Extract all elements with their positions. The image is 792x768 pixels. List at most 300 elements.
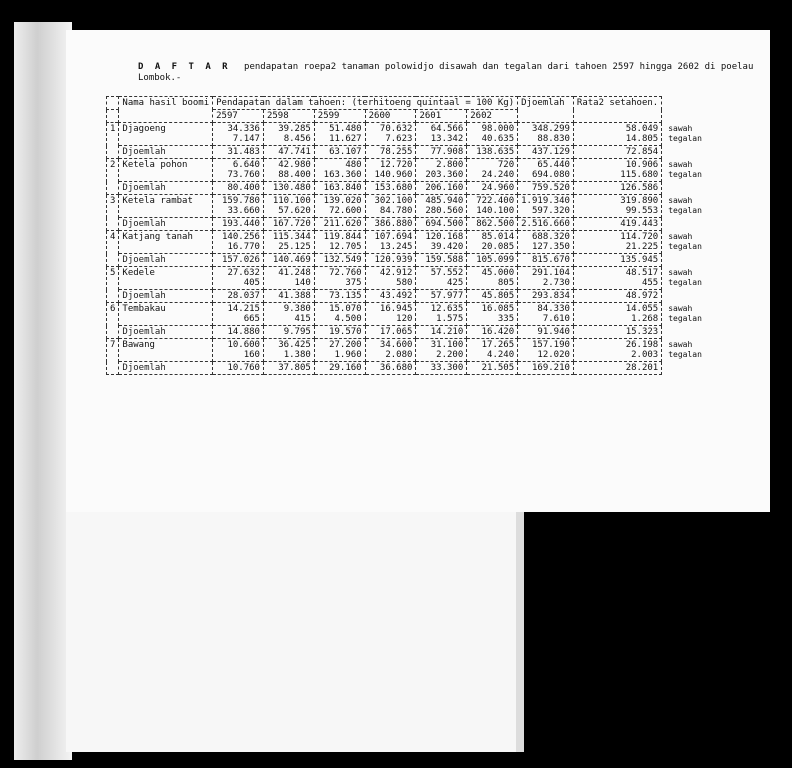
value-cell — [314, 339, 365, 362]
sawah-value: 58.049 — [625, 124, 659, 134]
sum-cell: 21.505 — [467, 362, 518, 375]
sawah-value: 115.344 — [272, 232, 311, 242]
sawah-value: 688.320 — [531, 232, 570, 242]
sum-cell: 105.099 — [467, 254, 518, 267]
value-cell — [365, 267, 416, 290]
value-cell — [213, 123, 264, 146]
value-cell — [518, 231, 574, 254]
sum-cell: 130.480 — [263, 182, 314, 195]
tegalan-value: 2.080 — [385, 350, 413, 360]
crop-name: Ketela rambat — [119, 195, 213, 218]
sawah-label: sawah — [668, 267, 693, 277]
value-cell — [573, 123, 661, 146]
tegalan-value: 425 — [447, 278, 464, 288]
value-cell — [213, 195, 264, 218]
sawah-value: 16.945 — [379, 304, 413, 314]
crop-name: Bawang — [119, 339, 213, 362]
tegalan-value: 163.360 — [323, 170, 362, 180]
sum-row — [107, 182, 706, 195]
tegalan-label: tegalan — [668, 169, 702, 179]
sum-cell: 57.977 — [416, 290, 467, 303]
tegalan-value: 115.680 — [620, 170, 659, 180]
location-labels — [662, 303, 706, 326]
value-cell — [467, 123, 518, 146]
sum-row — [107, 146, 706, 159]
sum-cell: 24.960 — [467, 182, 518, 195]
value-cell — [213, 303, 264, 326]
tegalan-value: 40.635 — [481, 134, 515, 144]
sawah-value: 17.265 — [481, 340, 515, 350]
sawah-value: 51.480 — [329, 124, 362, 134]
row-number: 1 — [107, 123, 119, 159]
production-table — [106, 96, 706, 375]
tegalan-value: 8.456 — [283, 134, 311, 144]
row-spacer — [662, 326, 706, 339]
value-cell — [573, 231, 661, 254]
header-avg: Rata2 setahoen. — [573, 97, 661, 123]
sawah-value: 70.632 — [379, 124, 413, 134]
tegalan-value: 335 — [497, 314, 515, 324]
tegalan-value: 1.575 — [436, 314, 464, 324]
tegalan-value: 73.760 — [227, 170, 260, 180]
sum-cell: 163.840 — [314, 182, 365, 195]
sawah-value: 120.168 — [425, 232, 464, 242]
sawah-label: sawah — [668, 159, 693, 169]
sum-cell: 31.483 — [213, 146, 264, 159]
sum-cell: 36.680 — [365, 362, 416, 375]
value-cell — [263, 303, 314, 326]
value-cell — [573, 195, 661, 218]
sum-cell: 437.129 — [518, 146, 574, 159]
value-cell — [314, 267, 365, 290]
sawah-value: 722.400 — [476, 196, 515, 206]
value-cell — [416, 159, 467, 182]
sum-label: Djoemlah — [119, 182, 213, 195]
row-number: 4 — [107, 231, 119, 267]
sum-cell: 15.323 — [573, 326, 661, 339]
sawah-value: 12.720 — [379, 160, 413, 170]
location-labels — [662, 231, 706, 254]
sum-label: Djoemlah — [119, 290, 213, 303]
sawah-value: 41.248 — [278, 268, 311, 278]
row-spacer — [662, 254, 706, 267]
value-cell — [263, 195, 314, 218]
crop-row — [107, 123, 706, 146]
sum-cell: 157.026 — [213, 254, 264, 267]
sawah-value: 34.600 — [379, 340, 413, 350]
sum-cell: 80.400 — [213, 182, 264, 195]
value-cell — [314, 159, 365, 182]
tegalan-value: 2.003 — [631, 350, 659, 360]
sawah-value: 42.912 — [379, 268, 413, 278]
sum-cell: 167.720 — [263, 218, 314, 231]
sawah-value: 157.190 — [531, 340, 570, 350]
tegalan-value: 2.730 — [542, 278, 570, 288]
tegalan-value: 39.420 — [430, 242, 464, 252]
location-labels — [662, 123, 706, 146]
value-cell — [467, 339, 518, 362]
tegalan-value: 20.085 — [481, 242, 515, 252]
year-cell: 2601 — [416, 110, 467, 123]
value-cell — [365, 339, 416, 362]
tegalan-value: 120 — [396, 314, 413, 324]
sum-cell: 815.670 — [518, 254, 574, 267]
crop-row — [107, 303, 706, 326]
tegalan-value: 21.225 — [625, 242, 659, 252]
sawah-value: 72.760 — [329, 268, 362, 278]
sawah-value: 34.336 — [227, 124, 260, 134]
sum-cell: 138.635 — [467, 146, 518, 159]
sawah-label: sawah — [668, 339, 693, 349]
sawah-value: 10.906 — [625, 160, 659, 170]
sawah-value: 42.980 — [278, 160, 311, 170]
sawah-value: 291.104 — [531, 268, 570, 278]
tegalan-value: 84.780 — [379, 206, 413, 216]
year-cell: 2599 — [314, 110, 365, 123]
tegalan-value: 1.380 — [283, 350, 311, 360]
tegalan-value: 88.830 — [537, 134, 570, 144]
crop-name: Tembakau — [119, 303, 213, 326]
tegalan-value: 280.560 — [425, 206, 464, 216]
tegalan-value: 405 — [243, 278, 260, 288]
value-cell — [365, 195, 416, 218]
value-cell — [314, 231, 365, 254]
document-title — [138, 62, 758, 84]
sawah-value: 6.640 — [232, 160, 260, 170]
row-number: 3 — [107, 195, 119, 231]
sum-cell: 862.500 — [467, 218, 518, 231]
sawah-value: 12.635 — [430, 304, 464, 314]
sawah-value: 36.425 — [278, 340, 311, 350]
sum-cell: 2.516.660 — [518, 218, 574, 231]
header-row — [107, 97, 706, 110]
sum-cell: 29.160 — [314, 362, 365, 375]
tegalan-value: 455 — [641, 278, 659, 288]
sawah-value: 110.100 — [272, 196, 311, 206]
crop-row — [107, 159, 706, 182]
sum-label: Djoemlah — [119, 326, 213, 339]
tegalan-value: 415 — [294, 314, 311, 324]
header-no — [107, 97, 119, 110]
tegalan-value: 99.553 — [625, 206, 659, 216]
sawah-value: 9.380 — [283, 304, 311, 314]
sum-cell: 132.549 — [314, 254, 365, 267]
sum-cell: 193.440 — [213, 218, 264, 231]
location-labels — [662, 159, 706, 182]
tegalan-value: 11.627 — [329, 134, 362, 144]
tegalan-value: 72.600 — [329, 206, 362, 216]
sawah-value: 31.100 — [430, 340, 464, 350]
sawah-value: 139.020 — [323, 196, 362, 206]
sawah-value: 485.940 — [425, 196, 464, 206]
sum-cell: 41.388 — [263, 290, 314, 303]
value-cell — [467, 303, 518, 326]
value-cell — [213, 231, 264, 254]
value-cell — [416, 123, 467, 146]
sawah-value: 107.694 — [374, 232, 413, 242]
year-cell: 2600 — [365, 110, 416, 123]
sawah-value: 119.844 — [323, 232, 362, 242]
title-text: pendapatan roepa2 tanaman polowidjo disawah dan tegalan dari tahoen 2597 hingga 2602 di poelau Lombok.- — [138, 62, 754, 83]
sum-cell: 16.420 — [467, 326, 518, 339]
sum-cell: 153.680 — [365, 182, 416, 195]
sum-cell: 140.469 — [263, 254, 314, 267]
tegalan-value: 140 — [294, 278, 311, 288]
sum-cell: 77.908 — [416, 146, 467, 159]
tegalan-value: 14.805 — [625, 134, 659, 144]
title-word: D A F T A R — [138, 62, 231, 72]
tegalan-value: 160 — [243, 350, 260, 360]
sum-cell: 759.520 — [518, 182, 574, 195]
sum-cell: 386.880 — [365, 218, 416, 231]
value-cell — [518, 123, 574, 146]
sum-cell: 73.135 — [314, 290, 365, 303]
value-cell — [314, 123, 365, 146]
row-number: 7 — [107, 339, 119, 375]
tegalan-value: 24.240 — [481, 170, 515, 180]
header-spacer — [662, 110, 706, 123]
year-cell: 2598 — [263, 110, 314, 123]
sawah-value: 348.299 — [531, 124, 570, 134]
sum-row — [107, 218, 706, 231]
row-spacer — [662, 218, 706, 231]
sawah-value: 84.330 — [537, 304, 570, 314]
sum-cell: 17.065 — [365, 326, 416, 339]
value-cell — [573, 267, 661, 290]
tegalan-value: 4.240 — [487, 350, 515, 360]
value-cell — [416, 231, 467, 254]
tegalan-value: 1.268 — [631, 314, 659, 324]
tegalan-value: 13.342 — [430, 134, 464, 144]
sum-label: Djoemlah — [119, 218, 213, 231]
tegalan-label: tegalan — [668, 241, 702, 251]
value-cell — [467, 195, 518, 218]
header-total: Djoemlah — [518, 97, 574, 123]
value-cell — [416, 303, 467, 326]
tegalan-value: 140.960 — [374, 170, 413, 180]
sum-cell: 169.210 — [518, 362, 574, 375]
row-number: 5 — [107, 267, 119, 303]
sum-cell: 694.500 — [416, 218, 467, 231]
value-cell — [213, 267, 264, 290]
tegalan-value: 665 — [243, 314, 260, 324]
sum-label: Djoemlah — [119, 362, 213, 375]
tegalan-label: tegalan — [668, 349, 702, 359]
year-cell: 2602 — [467, 110, 518, 123]
sawah-value: 57.552 — [430, 268, 464, 278]
sawah-value: 27.200 — [329, 340, 362, 350]
sawah-value: 319.890 — [620, 196, 659, 206]
sum-row — [107, 254, 706, 267]
tegalan-value: 694.080 — [531, 170, 570, 180]
sum-cell: 47.741 — [263, 146, 314, 159]
sawah-value: 480 — [345, 160, 362, 170]
value-cell — [213, 159, 264, 182]
blank-lower-page — [66, 512, 516, 752]
sum-cell: 206.160 — [416, 182, 467, 195]
sawah-value: 85.014 — [481, 232, 515, 242]
crop-row — [107, 231, 706, 254]
sawah-label: sawah — [668, 123, 693, 133]
sum-cell: 33.300 — [416, 362, 467, 375]
sawah-value: 65.440 — [537, 160, 570, 170]
tegalan-value: 12.705 — [329, 242, 362, 252]
header-name: Nama hasil boomi — [119, 97, 213, 123]
value-cell — [263, 339, 314, 362]
header-spacer — [662, 97, 706, 110]
tegalan-value: 12.020 — [537, 350, 570, 360]
sum-cell: 78.255 — [365, 146, 416, 159]
row-spacer — [662, 182, 706, 195]
crop-name: Ketela pohon — [119, 159, 213, 182]
sawah-value: 2.800 — [436, 160, 464, 170]
sawah-value: 45.000 — [481, 268, 515, 278]
sum-cell: 28.037 — [213, 290, 264, 303]
sum-cell: 126.586 — [573, 182, 661, 195]
crop-name: Kedele — [119, 267, 213, 290]
sum-cell: 135.945 — [573, 254, 661, 267]
tegalan-value: 203.360 — [425, 170, 464, 180]
value-cell — [365, 123, 416, 146]
value-cell — [518, 159, 574, 182]
tegalan-value: 25.125 — [278, 242, 311, 252]
value-cell — [365, 303, 416, 326]
value-cell — [263, 231, 314, 254]
sawah-value: 10.600 — [227, 340, 260, 350]
sum-cell: 28.201 — [573, 362, 661, 375]
sum-cell: 14.210 — [416, 326, 467, 339]
value-cell — [263, 159, 314, 182]
tegalan-value: 580 — [396, 278, 413, 288]
sawah-value: 15.070 — [329, 304, 362, 314]
sawah-value: 16.085 — [481, 304, 515, 314]
location-labels — [662, 267, 706, 290]
sum-cell: 63.107 — [314, 146, 365, 159]
sum-cell: 419.443 — [573, 218, 661, 231]
sum-cell: 19.570 — [314, 326, 365, 339]
sum-cell: 159.588 — [416, 254, 467, 267]
value-cell — [467, 159, 518, 182]
sawah-value: 114.720 — [620, 232, 659, 242]
value-cell — [467, 231, 518, 254]
sawah-value: 26.198 — [625, 340, 659, 350]
sum-cell: 9.795 — [263, 326, 314, 339]
sawah-value: 159.780 — [222, 196, 260, 206]
sawah-label: sawah — [668, 231, 693, 241]
tegalan-value: 140.100 — [476, 206, 515, 216]
sawah-value: 39.285 — [278, 124, 311, 134]
sum-row — [107, 326, 706, 339]
tegalan-label: tegalan — [668, 313, 702, 323]
value-cell — [416, 267, 467, 290]
value-cell — [573, 339, 661, 362]
tegalan-value: 805 — [497, 278, 515, 288]
sawah-value: 140.256 — [222, 232, 260, 242]
row-number: 2 — [107, 159, 119, 195]
tegalan-value: 4.500 — [334, 314, 362, 324]
tegalan-value: 2.200 — [436, 350, 464, 360]
value-cell — [365, 231, 416, 254]
sawah-value: 720 — [497, 160, 515, 170]
tegalan-value: 16.770 — [227, 242, 260, 252]
value-cell — [263, 267, 314, 290]
value-cell — [213, 339, 264, 362]
sum-cell: 45.805 — [467, 290, 518, 303]
tegalan-value: 57.620 — [278, 206, 311, 216]
crop-name: Djagoeng — [119, 123, 213, 146]
tegalan-value: 33.660 — [227, 206, 260, 216]
value-cell — [314, 303, 365, 326]
sum-cell: 43.492 — [365, 290, 416, 303]
crop-name: Katjang tanah — [119, 231, 213, 254]
row-spacer — [662, 362, 706, 375]
row-number: 6 — [107, 303, 119, 339]
sum-cell: 293.834 — [518, 290, 574, 303]
header-group: Pendapatan dalam tahoen: (terhitoeng quintaal = 100 Kg) — [213, 97, 518, 110]
header-no-cell — [107, 110, 119, 123]
tegalan-value: 88.400 — [278, 170, 311, 180]
crop-row — [107, 195, 706, 218]
sawah-value: 48.517 — [625, 268, 659, 278]
value-cell — [416, 339, 467, 362]
crop-row — [107, 267, 706, 290]
sawah-value: 302.100 — [374, 196, 413, 206]
tegalan-value: 597.320 — [531, 206, 570, 216]
sum-cell: 48.972 — [573, 290, 661, 303]
sawah-value: 64.566 — [430, 124, 464, 134]
tegalan-value: 127.350 — [531, 242, 570, 252]
sawah-label: sawah — [668, 195, 693, 205]
sum-cell: 10.760 — [213, 362, 264, 375]
sawah-value: 98.000 — [481, 124, 515, 134]
sawah-value: 14.055 — [625, 304, 659, 314]
tegalan-value: 13.245 — [379, 242, 413, 252]
sum-label: Djoemlah — [119, 254, 213, 267]
location-labels — [662, 195, 706, 218]
row-spacer — [662, 146, 706, 159]
value-cell — [416, 195, 467, 218]
page-edge — [516, 512, 524, 752]
tegalan-value: 7.147 — [232, 134, 260, 144]
value-cell — [263, 123, 314, 146]
sum-row — [107, 362, 706, 375]
sum-cell: 72.854 — [573, 146, 661, 159]
book-spine — [14, 22, 72, 760]
tegalan-value: 7.610 — [542, 314, 570, 324]
value-cell — [518, 195, 574, 218]
sawah-label: sawah — [668, 303, 693, 313]
sum-cell: 91.940 — [518, 326, 574, 339]
sum-cell: 120.939 — [365, 254, 416, 267]
row-spacer — [662, 290, 706, 303]
sum-cell: 37.805 — [263, 362, 314, 375]
location-labels — [662, 339, 706, 362]
tegalan-label: tegalan — [668, 277, 702, 287]
value-cell — [467, 267, 518, 290]
tegalan-value: 1.960 — [334, 350, 362, 360]
value-cell — [573, 303, 661, 326]
sawah-value: 14.215 — [227, 304, 260, 314]
tegalan-value: 7.623 — [385, 134, 413, 144]
sawah-value: 1.919.340 — [521, 196, 570, 206]
value-cell — [518, 339, 574, 362]
tegalan-label: tegalan — [668, 133, 702, 143]
tegalan-label: tegalan — [668, 205, 702, 215]
sum-cell: 211.620 — [314, 218, 365, 231]
value-cell — [314, 195, 365, 218]
sawah-value: 27.632 — [227, 268, 260, 278]
sum-cell: 14.880 — [213, 326, 264, 339]
